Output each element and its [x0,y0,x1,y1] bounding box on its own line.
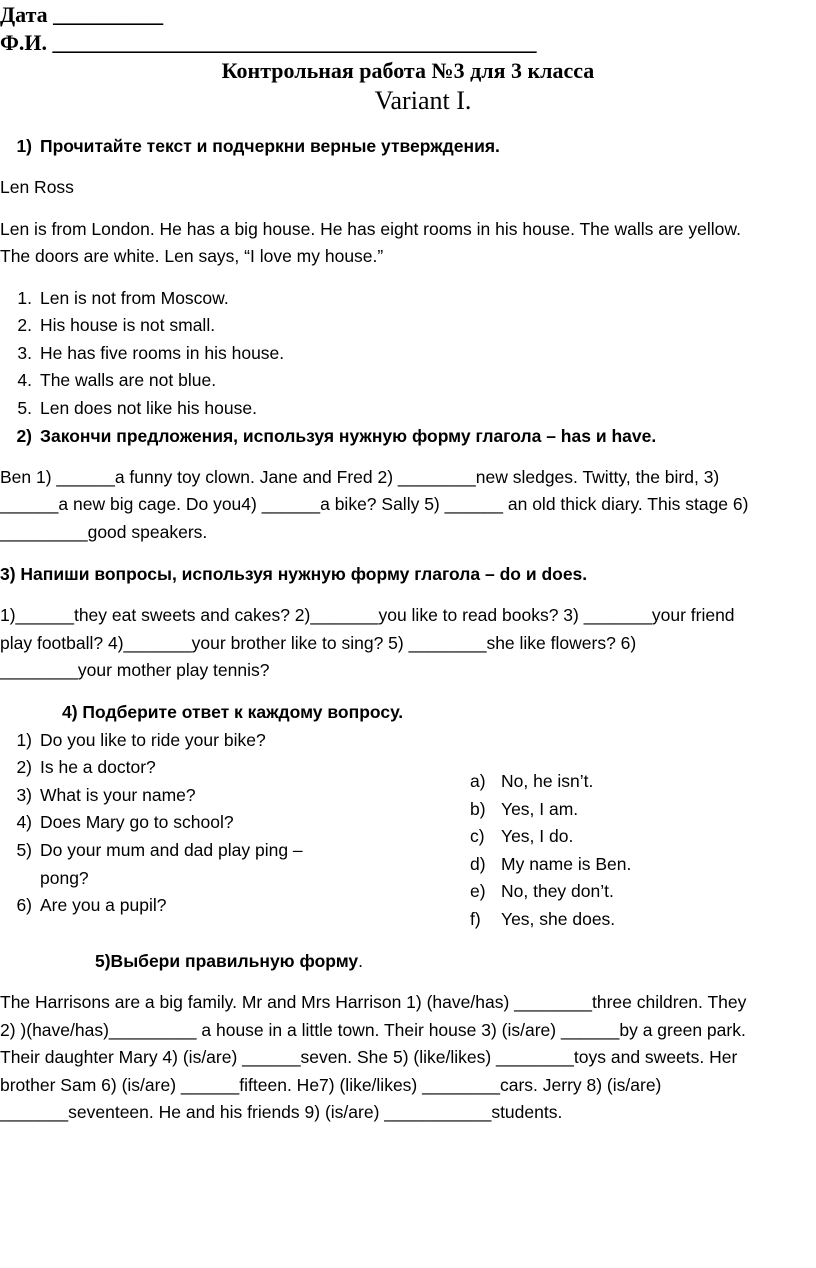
answer-text: Yes, she does. [501,909,616,929]
text-line: Len is from London. He has a big house. He has eight rooms in his house. The walls are yellow. [0,219,741,239]
question-item [0,812,234,833]
question-text: Do your mum and dad play ping – [40,840,303,860]
question-item [0,840,303,861]
exercise-line: The Harrisons are a big family. Mr and Mrs Harrison 1) (have/has) ________three children. They [0,992,747,1012]
question-item [0,785,196,806]
section5-heading [95,951,363,972]
text-title: Len Ross [0,177,74,197]
statement-item [0,398,257,419]
statement-text: Len does not like his house. [40,398,257,418]
question-item [0,730,266,751]
question-text: What is your name? [40,785,196,805]
question-text: Do you like to ride your bike? [40,730,266,750]
answer-letter: c) [470,826,485,846]
statement-text: The walls are not blue. [40,370,217,390]
question-number: 6) [16,895,32,915]
statement-number: 5. [17,398,32,418]
statement-number: 2. [17,315,32,335]
statement-text: His house is not small. [40,315,216,335]
section3-heading: 3) Напиши вопросы, используя нужную форму глагола – do и does. [0,564,588,584]
answer-letter: b) [470,799,486,819]
section1-heading-text: Прочитайте текст и подчеркни верные утверждения. [40,136,500,156]
exercise-line: 2) )(have/has)_________ a house in a little town. Their house 3) (is/are) ______by a green park. [0,1020,746,1040]
statement-number: 1. [17,288,32,308]
statement-number: 4. [17,370,32,390]
section2-heading [0,426,656,447]
question-text: Is he a doctor? [40,757,156,777]
exercise-line: _________good speakers. [0,522,208,542]
answer-item [470,854,631,875]
statement-item [0,288,229,309]
exercise-line: ________your mother play tennis? [0,660,270,680]
answer-item [470,771,593,792]
date-field-label: Дата __________ [0,2,164,27]
answer-text: No, they don’t. [501,881,614,901]
statement-number: 3. [17,343,32,363]
section2-heading-text: Закончи предложения, используя нужную форму глагола – has и have. [40,426,657,446]
answer-letter: a) [470,771,486,791]
answer-text: Yes, I do. [501,826,574,846]
answer-letter: d) [470,854,486,874]
section1-heading [0,136,500,157]
exercise-line: Their daughter Mary 4) (is/are) ______seven. She 5) (like/likes) ________toys and sweets. Her [0,1047,738,1067]
student-name-field-label: Ф.И. ____________________________________________ [0,30,537,55]
answer-item [470,909,615,930]
answer-text: Yes, I am. [501,799,579,819]
question-text: Are you a pupil? [40,895,167,915]
question-text: Does Mary go to school? [40,812,234,832]
statement-item [0,315,215,336]
statement-item [0,343,284,364]
exercise-line: ______a new big cage. Do you4) ______a bike? Sally 5) ______ an old thick diary. This stage 6) [0,494,749,514]
answer-letter: f) [470,909,481,929]
statement-text: He has five rooms in his house. [40,343,285,363]
question-number: 3) [16,785,32,805]
answer-item [470,799,578,820]
question-number: 4) [16,812,32,832]
answer-item [470,881,614,902]
exercise-line: 1)______they eat sweets and cakes? 2)_______you like to read books? 3) _______your friend [0,605,735,625]
statement-item [0,370,216,391]
section2-heading-number: 2) [16,426,32,446]
exercise-line: Ben 1) ______a funny toy clown. Jane and Fred 2) ________new sledges. Twitty, the bird, 3) [0,467,720,487]
answer-text: No, he isn’t. [501,771,594,791]
section5-heading-text: 5)Выбери правильную форму [95,951,359,971]
exercise-line: play football? 4)_______your brother like to sing? 5) ________she like flowers? 6) [0,633,637,653]
answer-text: My name is Ben. [501,854,632,874]
question-number: 1) [16,730,32,750]
question-item [0,895,166,916]
text-line: The doors are white. Len says, “I love my house.” [0,246,384,266]
exercise-line: _______seventeen. He and his friends 9) (is/are) ___________students. [0,1102,563,1122]
exercise-line: brother Sam 6) (is/are) ______fifteen. He7) (like/likes) ________cars. Jerry 8) (is/are) [0,1075,662,1095]
section5-heading-period: . [358,951,364,971]
answer-item [470,826,573,847]
section1-heading-number: 1) [16,136,32,156]
answer-letter: e) [470,881,486,901]
page-title: Контрольная работа №3 для 3 класса [221,58,595,83]
question-number: 5) [16,840,32,860]
statement-text: Len is not from Moscow. [40,288,229,308]
question-text: pong? [40,868,89,888]
question-item [0,868,89,889]
question-number: 2) [16,757,32,777]
variant-label: Variant I. [374,86,472,115]
section4-heading: 4) Подберите ответ к каждому вопросу. [62,702,404,722]
question-item [0,757,156,778]
